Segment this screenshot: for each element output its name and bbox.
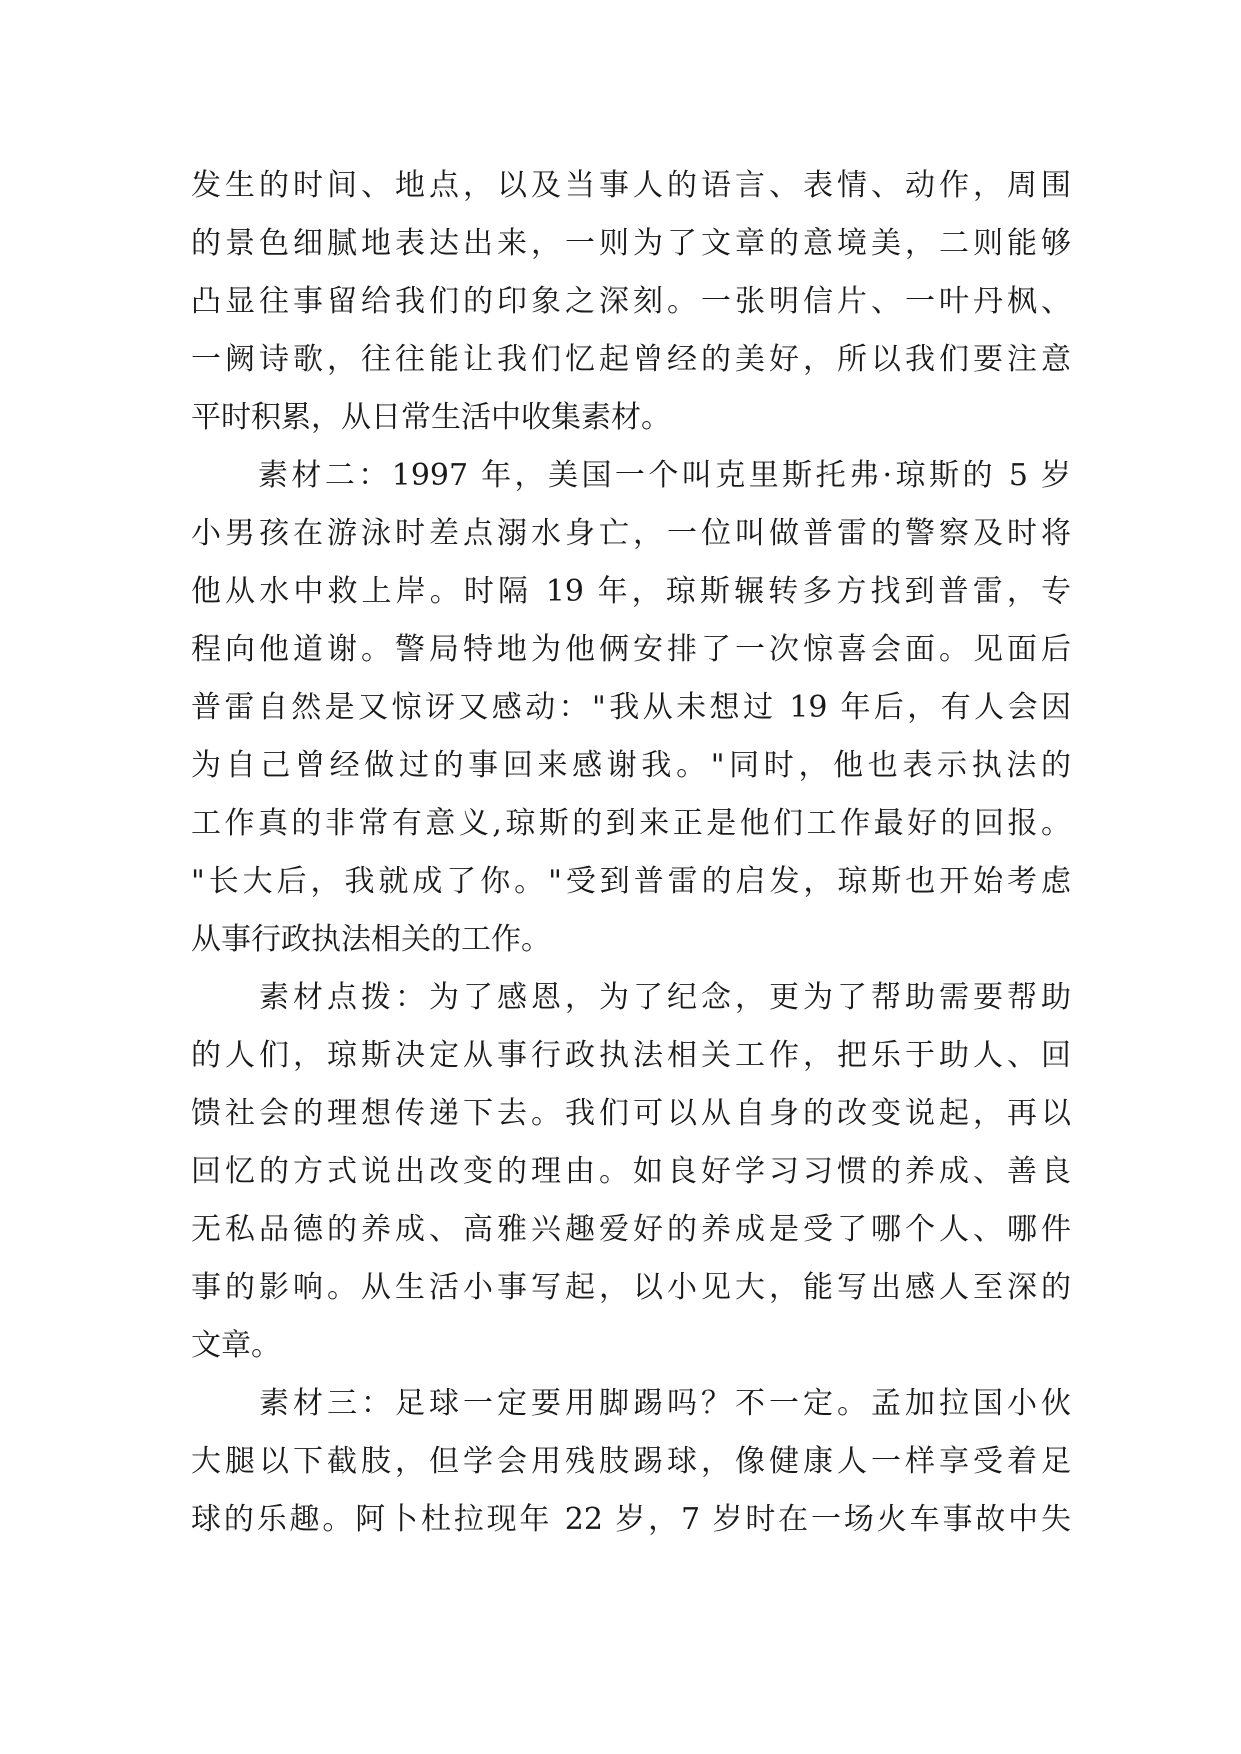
text-line: 发生的时间、地点，以及当事人的语言、表情、动作，周围 bbox=[191, 168, 1071, 203]
text-line: 平时积累，从日常生活中收集素材。 bbox=[191, 400, 671, 435]
text-line: 小男孩在游泳时差点溺水身亡，一位叫做普雷的警察及时将 bbox=[191, 516, 1071, 551]
text-line: 素材二：1997 年，美国一个叫克里斯托弗·琼斯的 5 岁 bbox=[191, 458, 1071, 493]
body-text bbox=[191, 157, 1071, 1549]
text-line: 无私品德的养成、高雅兴趣爱好的养成是受了哪个人、哪件 bbox=[191, 1212, 1071, 1247]
text-line: 的人们，琼斯决定从事行政执法相关工作，把乐于助人、回 bbox=[191, 1038, 1071, 1073]
text-line: 事的影响。从生活小事写起，以小见大，能写出感人至深的 bbox=[191, 1270, 1071, 1305]
text-line: 的景色细腻地表达出来，一则为了文章的意境美，二则能够 bbox=[191, 226, 1071, 261]
text-line: 馈社会的理想传递下去。我们可以从自身的改变说起，再以 bbox=[191, 1096, 1071, 1131]
text-line: 回忆的方式说出改变的理由。如良好学习习惯的养成、善良 bbox=[191, 1154, 1071, 1189]
text-line: 为自己曾经做过的事回来感谢我。"同时，他也表示执法的 bbox=[191, 748, 1071, 783]
text-line: 素材点拨：为了感恩，为了纪念，更为了帮助需要帮助 bbox=[191, 980, 1071, 1015]
text-line: 凸显往事留给我们的印象之深刻。一张明信片、一叶丹枫、 bbox=[191, 284, 1071, 319]
text-line: 大腿以下截肢，但学会用残肢踢球，像健康人一样享受着足 bbox=[191, 1444, 1071, 1479]
text-line: 他从水中救上岸。时隔 19 年，琼斯辗转多方找到普雷，专 bbox=[191, 574, 1071, 609]
text-line: 工作真的非常有意义,琼斯的到来正是他们工作最好的回报。 bbox=[191, 806, 1071, 841]
text-line: 一阙诗歌，往往能让我们忆起曾经的美好，所以我们要注意 bbox=[191, 342, 1071, 377]
text-line: 文章。 bbox=[191, 1328, 281, 1363]
text-line: 普雷自然是又惊讶又感动："我从未想过 19 年后，有人会因 bbox=[191, 690, 1071, 725]
text-line: 素材三：足球一定要用脚踢吗？不一定。孟加拉国小伙 bbox=[191, 1386, 1071, 1421]
text-line: "长大后，我就成了你。"受到普雷的启发，琼斯也开始考虑 bbox=[191, 864, 1071, 899]
text-line: 程向他道谢。警局特地为他俩安排了一次惊喜会面。见面后 bbox=[191, 632, 1071, 667]
text-line: 球的乐趣。阿卜杜拉现年 22 岁，7 岁时在一场火车事故中失 bbox=[191, 1502, 1071, 1537]
text-line: 从事行政执法相关的工作。 bbox=[191, 922, 551, 957]
